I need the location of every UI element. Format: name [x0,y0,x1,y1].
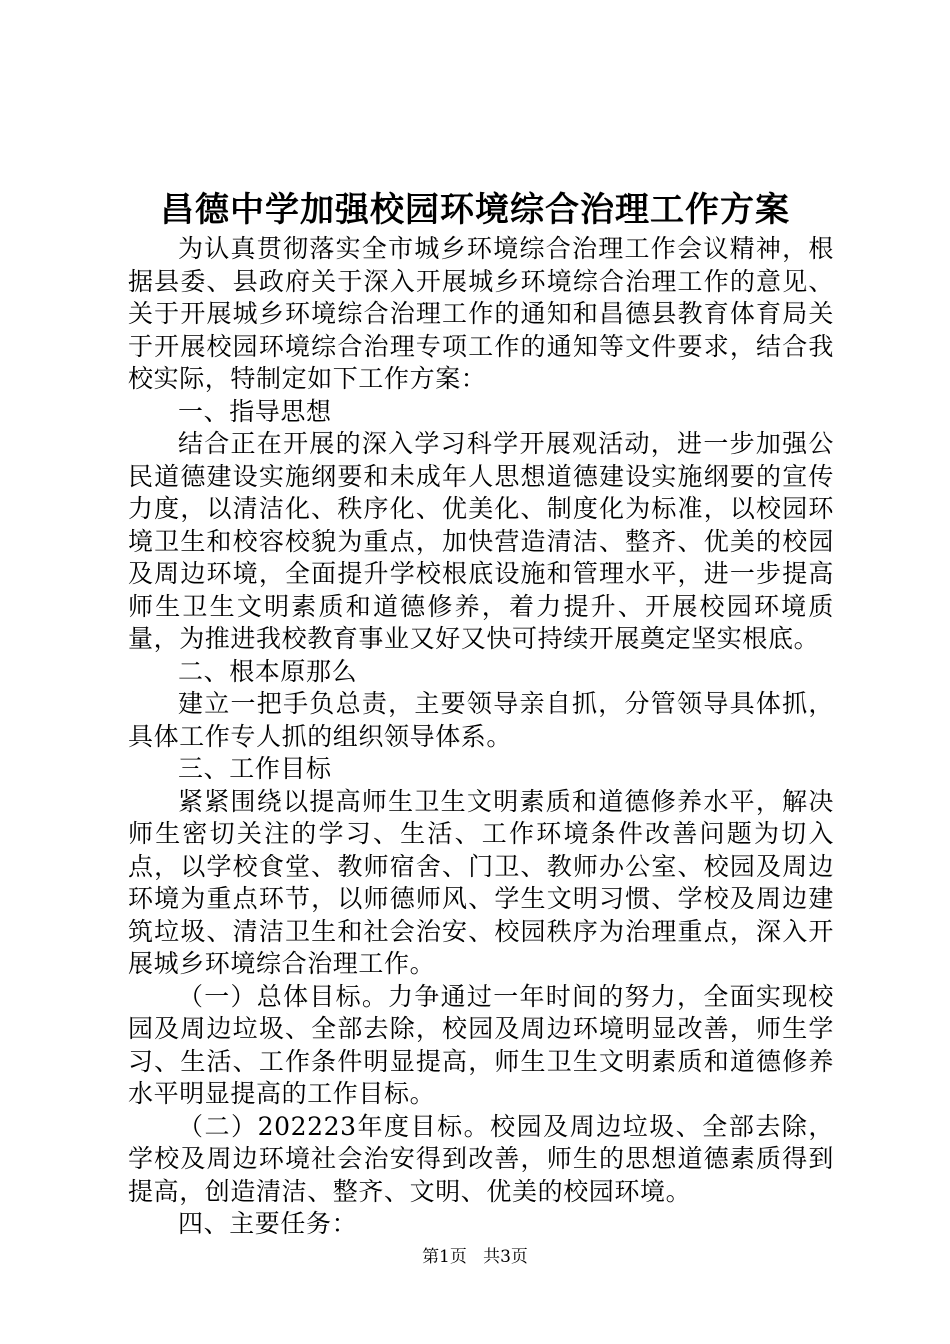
annual-goal-paragraph: （二）202223年度目标。校园及周边垃圾、全部去除，学校及周边环境社会治安得到改善，师生的思想道德素质得到提高，创造清洁、整齐、文明、优美的校园环境。 [128,1111,834,1206]
section-heading-principles: 二、根本原那么 [178,656,358,686]
section-heading-main-tasks: 四、主要任务： [178,1209,358,1238]
page-number: 第1页 [422,1247,467,1267]
principles-paragraph: 建立一把手负总责，主要领导亲自抓，分管领导具体抓，具体工作专人抓的组织领导体系。 [128,689,834,751]
page-footer [0,1245,950,1269]
section-heading-work-goals: 三、工作目标 [178,754,332,783]
page-spacer [472,1247,477,1267]
document-body [128,233,834,1241]
document-title: 昌德中学加强校园环境综合治理工作方案 [160,190,790,230]
guiding-thought-paragraph: 结合正在开展的深入学习科学开展观活动，进一步加强公民道德建设实施纲要和未成年人思想道德建设实施纲要的宣传力度，以清洁化、秩序化、优美化、制度化为标准，以校园环境卫生和校容校貌为重点，加快营造清洁、整齐、优美的校园及周边环境，全面提升学校根底设施和管理水平，进一步提高师生卫生文明素质和道德修养，着力提升、开展校园环境质量，为推进我校教育事业又好又快可持续开展奠定坚实根底。 [128,429,834,653]
section-heading-guiding-thought: 一、指导思想 [178,396,332,426]
work-goals-paragraph: 紧紧围绕以提高师生卫生文明素质和道德修养水平，解决师生密切关注的学习、生活、工作环境条件改善问题为切入点，以学校食堂、教师宿舍、门卫、教师办公室、校园及周边环境为重点环节，以师德师风、学生文明习惯、学校及周边建筑垃圾、清洁卫生和社会治安、校园秩序为治理重点，深入开展城乡环境综合治理工作。 [128,786,834,978]
intro-paragraph: 为认真贯彻落实全市城乡环境综合治理工作会议精神，根据县委、县政府关于深入开展城乡环境综合治理工作的意见、关于开展城乡环境综合治理工作的通知和昌德县教育体育局关于开展校园环境综合治理专项工作的通知等文件要求，结合我校实际，特制定如下工作方案： [128,234,834,393]
overall-goal-paragraph: （一）总体目标。力争通过一年时间的努力，全面实现校园及周边垃圾、全部去除，校园及周边环境明显改善，师生学习、生活、工作条件明显提高，师生卫生文明素质和道德修养水平明显提高的工作目标。 [128,981,834,1108]
page-total: 共3页 [483,1247,528,1267]
